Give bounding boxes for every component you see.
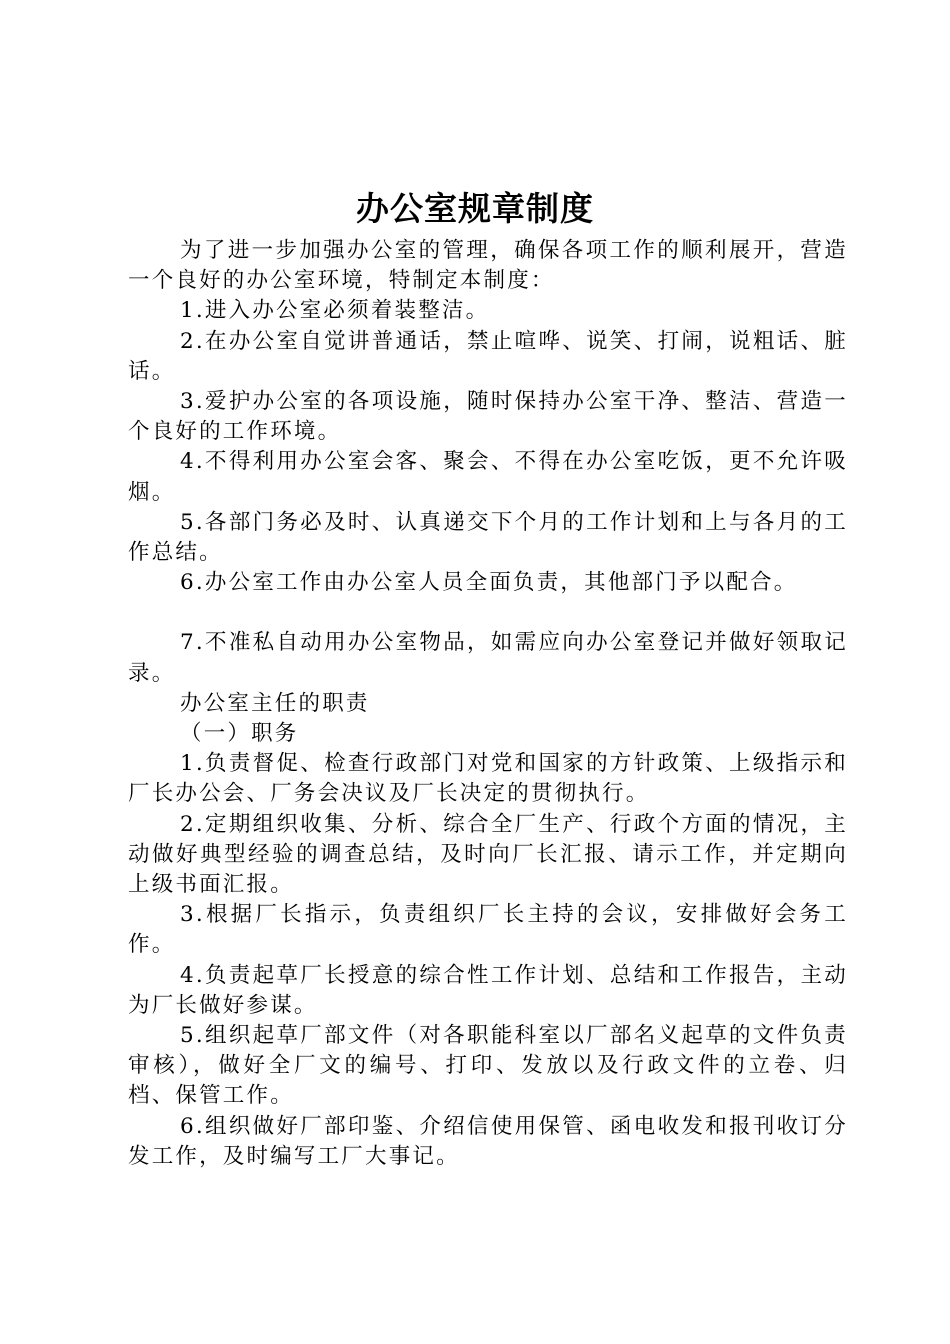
rule-item-1: 1.进入办公室必须着装整洁。	[180, 298, 490, 324]
rule-item-5: 5.各部门务必及时、认真递交下个月的工作计划和上与各月的工作总结。	[128, 509, 848, 566]
section-heading-director-duties: 办公室主任的职责	[180, 690, 370, 716]
rule-item-7: 7.不准私自动用办公室物品，如需应向办公室登记并做好领取记录。	[128, 630, 848, 686]
document-title: 办公室规章制度	[356, 189, 594, 228]
rule-item-3: 3.爱护办公室的各项设施，随时保持办公室干净、整洁、营造一个良好的工作环境。	[128, 389, 848, 445]
duty-item-6: 6.组织做好厂部印鉴、介绍信使用保管、函电收发和报刊收订分发工作，及时编写工厂大事记。	[128, 1113, 848, 1169]
document-body	[128, 236, 848, 1172]
duty-item-4: 4.负责起草厂长授意的综合性工作计划、总结和工作报告，主动为厂长做好参谋。	[128, 962, 848, 1018]
duty-item-3: 3.根据厂长指示，负责组织厂长主持的会议，安排做好会务工作。	[128, 902, 848, 958]
duty-item-1: 1.负责督促、检查行政部门对党和国家的方针政策、上级指示和厂长办公会、厂务会决议及厂长决定的贯彻执行。	[128, 751, 848, 807]
intro-paragraph: 为了进一步加强办公室的管理，确保各项工作的顺利展开，营造一个良好的办公室环境，特制定本制度：	[128, 238, 848, 294]
subsection-heading-duties: （一）职务	[180, 721, 299, 747]
rule-item-4: 4.不得利用办公室会客、聚会、不得在办公室吃饭，更不允许吸烟。	[128, 449, 848, 505]
duty-item-2: 2.定期组织收集、分析、综合全厂生产、行政个方面的情况，主动做好典型经验的调查总结，及时向厂长汇报、请示工作，并定期向上级书面汇报。	[128, 811, 848, 898]
rule-item-6: 6.办公室工作由办公室人员全面负责，其他部门予以配合。	[180, 570, 798, 596]
rule-item-2: 2.在办公室自觉讲普通话，禁止喧哗、说笑、打闹，说粗话、脏话。	[128, 328, 848, 384]
duty-item-5: 5.组织起草厂部文件（对各职能科室以厂部名义起草的文件负责审核），做好全厂文的编号、打印、发放以及行政文件的立卷、归档、保管工作。	[128, 1023, 848, 1109]
